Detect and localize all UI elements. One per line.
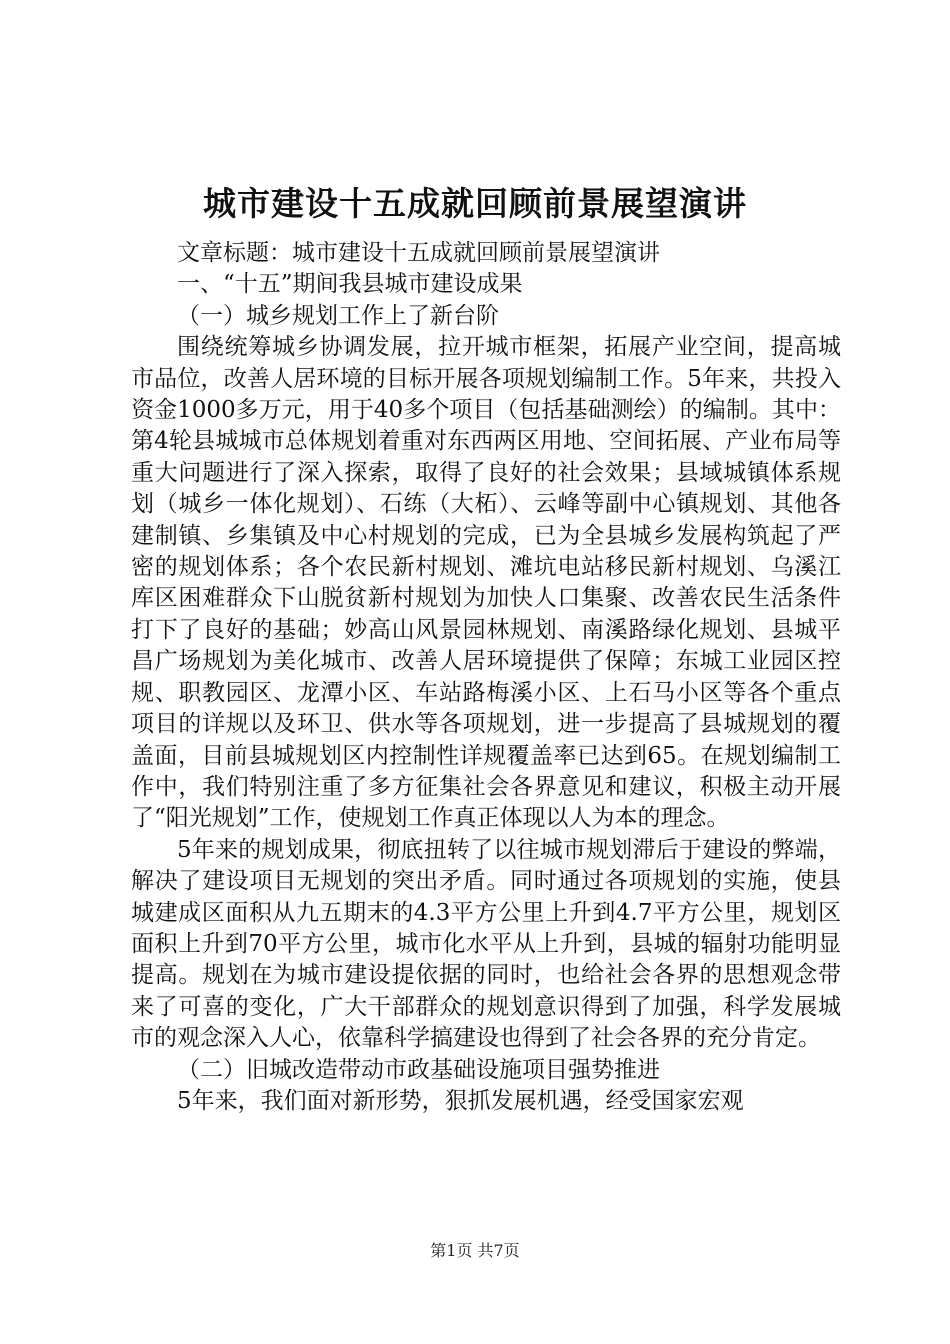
body-paragraph: 5年来，我们面对新形势，狠抓发展机遇，经受国家宏观 bbox=[177, 1087, 744, 1114]
document-body bbox=[131, 238, 841, 1117]
article-title-line: 文章标题：城市建设十五成就回顾前景展望演讲 bbox=[177, 240, 660, 266]
body-paragraph: 围绕统筹城乡协调发展，拉开城市框架，拓展产业空间，提高城市品位，改善人居环境的目标开展各项规划编制工作。5年来，共投入资金1000多万元，用于40多个项目（包括基础测绘）的编制。其中：第4轮县城城市总体规划着重对东西两区用地、空间拓展、产业布局等重大问题进行了深入探索，取得了良好的社会效果；县域城镇体系规划（城乡一体化规划）、石练（大柘）、云峰等副中心镇规划、其他各建制镇、乡集镇及中心村规划的完成，已为全县城乡发展构筑起了严密的规划体系；各个农民新村规划、滩坑电站移民新村规划、乌溪江库区困难群众下山脱贫新村规划为加快人口集聚、改善农民生活条件打下了良好的基础；妙高山风景园林规划、南溪路绿化规划、县城平昌广场规划为美化城市、改善人居环境提供了保障；东城工业园区控规、职教园区、龙潭小区、车站路梅溪小区、上石马小区等各个重点项目的详规以及环卫、供水等各项规划，进一步提高了县城规划的覆盖面，目前县城规划区内控制性详规覆盖率已达到65。在规划编制工作中，我们特别注重了多方征集社会各界意见和建议，积极主动开展了“阳光规划”工作，使规划工作真正体现以人为本的理念。 bbox=[131, 334, 841, 832]
section-heading: 一、“十五”期间我县城市建设成果 bbox=[177, 271, 523, 298]
page-number: 第1页 共7页 bbox=[430, 1241, 520, 1260]
subsection-heading: （一）城乡规划工作上了新台阶 bbox=[177, 302, 499, 329]
body-paragraph: 5年来的规划成果，彻底扭转了以往城市规划滞后于建设的弊端，解决了建设项目无规划的突出矛盾。同时通过各项规划的实施，使县城建成区面积从九五期末的4.3平方公里上升到4.7平方公里，规划区面积上升到70平方公里，城市化水平从上升到，县城的辐射功能明显提高。规划在为城市建设提依据的同时，也给社会各界的思想观念带来了可喜的变化，广大干部群众的规划意识得到了加强，科学发展城市的观念深入人心，依靠科学搞建设也得到了社会各界的充分肯定。 bbox=[131, 836, 841, 1052]
document-title: 城市建设十五成就回顾前景展望演讲 bbox=[203, 184, 747, 223]
subsection-heading: （二）旧城改造带动市政基础设施项目强势推进 bbox=[177, 1056, 660, 1083]
